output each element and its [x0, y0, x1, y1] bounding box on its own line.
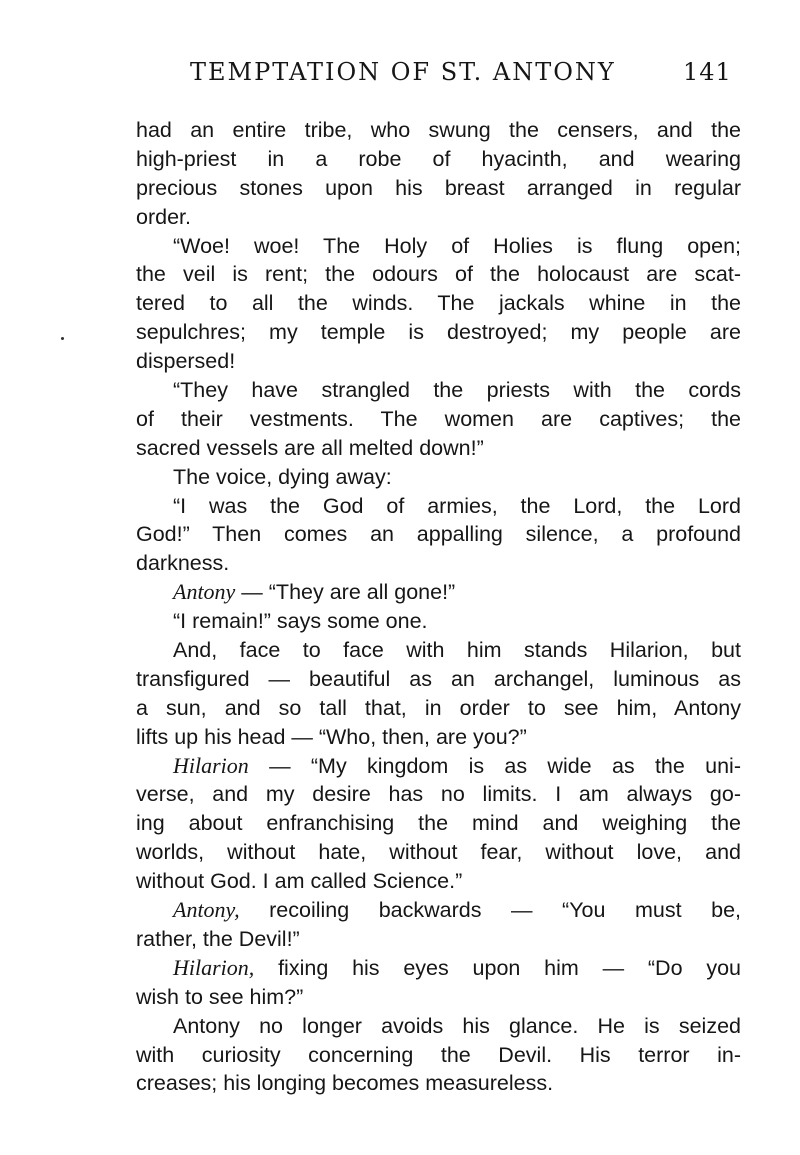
text-line: order. — [136, 204, 191, 229]
speaker-name: Antony — [173, 579, 236, 605]
text-line: Antony no longer avoids his glance. He is seized — [173, 1013, 741, 1038]
margin-mark — [61, 337, 64, 340]
text-line: And, face to face with him stands Hilarion, but — [173, 638, 741, 663]
text-line: had an entire tribe, who swung the censers, and the — [136, 118, 741, 142]
text-line: creases; his longing becomes measureless. — [136, 1071, 554, 1096]
body-text — [136, 116, 741, 1098]
text-line: “They have strangled the priests with the cords — [173, 378, 741, 403]
running-header — [190, 58, 750, 98]
text-line: Hilarion, fixing his eyes upon him — “Do you — [173, 954, 741, 980]
text-line: precious stones upon his breast arranged in regular — [136, 175, 741, 200]
text-line: The voice, dying away: — [173, 464, 392, 489]
text-line: verse, and my desire has no limits. I am always go- — [136, 782, 741, 807]
speaker-name: Hilarion — [173, 752, 249, 778]
text-line: sepulchres; my temple is destroyed; my people are — [136, 320, 741, 345]
text-line: ing about enfranchising the mind and weighing the — [136, 811, 741, 836]
text-line: lifts up his head — “Who, then, are you?” — [136, 724, 527, 749]
speaker-name: Hilarion, — [173, 954, 255, 980]
text-line: transfigured — beautiful as an archangel, luminous as — [136, 666, 741, 691]
text-line: God!” Then comes an appalling silence, a profound — [136, 522, 741, 547]
text-line: wish to see him?” — [136, 984, 304, 1009]
text-line: tered to all the winds. The jackals whine in the — [136, 291, 741, 316]
text-line: “I remain!” says some one. — [173, 609, 428, 634]
text-line: Antony, recoiling backwards — “You must be, — [173, 897, 741, 923]
text-line: without God. I am called Science.” — [136, 869, 463, 894]
text-line: rather, the Devil!” — [136, 926, 300, 951]
text-line: Hilarion — “My kingdom is as wide as the uni- — [173, 752, 741, 778]
speaker-name: Antony, — [173, 897, 240, 923]
text-line: with curiosity concerning the Devil. His terror in- — [136, 1042, 741, 1067]
text-line: “I was the God of armies, the Lord, the Lord — [173, 493, 741, 518]
text-line: the veil is rent; the odours of the holocaust are scat- — [136, 262, 741, 287]
page-number: 141 — [683, 58, 732, 86]
text-line: worlds, without hate, without fear, without love, and — [136, 840, 741, 865]
text-line: dispersed! — [136, 349, 236, 374]
text-line: a sun, and so tall that, in order to see him, Antony — [136, 695, 741, 720]
text-line: Antony — “They are all gone!” — [173, 579, 456, 605]
header-title: TEMPTATION OF ST. ANTONY — [190, 58, 616, 86]
text-line: high-priest in a robe of hyacinth, and wearing — [136, 146, 741, 171]
text-line: darkness. — [136, 551, 230, 576]
text-line: of their vestments. The women are captives; the — [136, 406, 741, 431]
text-line: “Woe! woe! The Holy of Holies is flung open; — [173, 233, 741, 258]
text-line: sacred vessels are all melted down!” — [136, 435, 484, 460]
